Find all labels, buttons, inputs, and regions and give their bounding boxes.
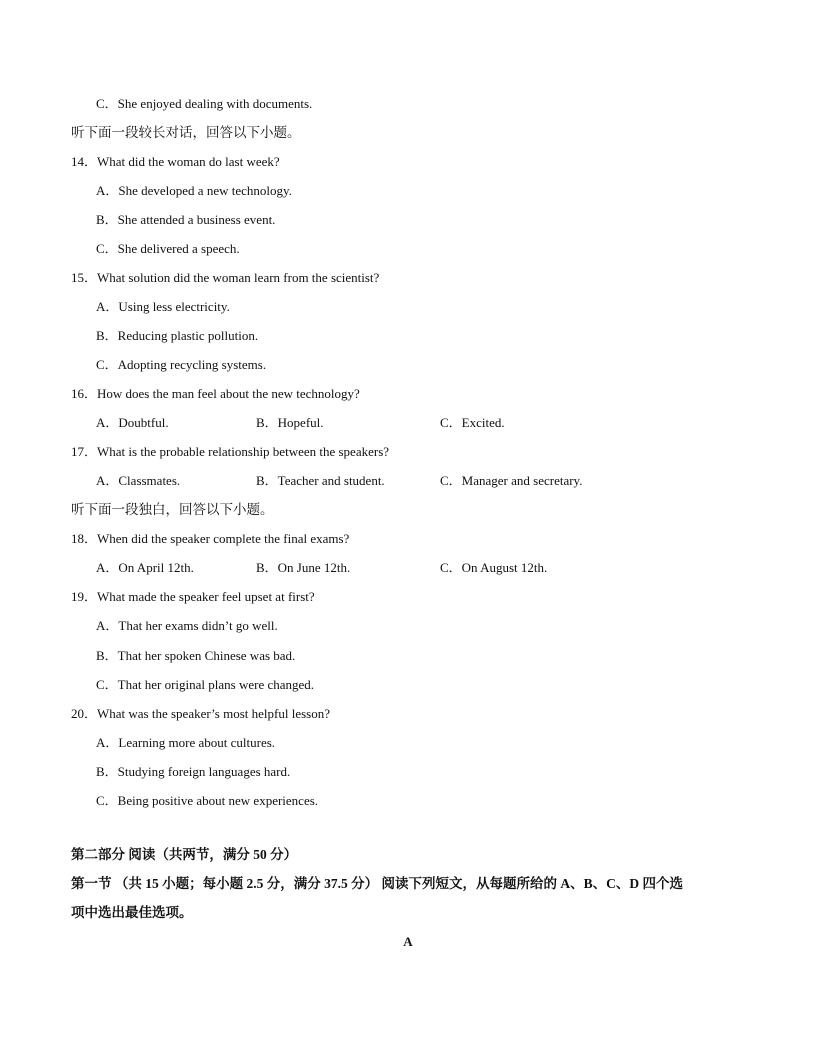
reading-section-heading: 第二部分 阅读（共两节，满分 50 分） [71,847,298,862]
q15-option-b: B．Reducing plastic pollution. [96,328,259,343]
q19-option-b: B．That her spoken Chinese was bad. [96,648,296,663]
q16-option-c: C．Excited. [440,415,505,430]
section-one-instruction-line1: 第一节 （共 15 小题；每小题 2.5 分，满分 37.5 分） 阅读下列短文，从每题所给的 A、B、C、D 四个选 [71,876,684,891]
q17-option-b: B．Teacher and student. [256,473,385,488]
q14-option-c: C．She delivered a speech. [96,241,240,256]
long-dialog-instruction: 听下面一段较长对话，回答以下小题。 [71,125,301,140]
q20-option-b: B．Studying foreign languages hard. [96,764,291,779]
q16-stem: 16．How does the man feel about the new technology? [71,386,360,401]
q15-stem: 15．What solution did the woman learn from the scientist? [71,270,380,285]
monologue-instruction: 听下面一段独白，回答以下小题。 [71,502,274,517]
q15-option-c: C．Adopting recycling systems. [96,357,267,372]
q18-option-a: A．On April 12th. [96,560,194,575]
q20-option-a: A．Learning more about cultures. [96,735,276,750]
q19-option-c: C．That her original plans were changed. [96,677,315,692]
q19-option-a: A．That her exams didn’t go well. [96,618,278,633]
q19-stem: 19．What made the speaker feel upset at first? [71,589,315,604]
q17-option-c: C．Manager and secretary. [440,473,583,488]
q15-option-a: A．Using less electricity. [96,299,230,314]
q17-stem: 17．What is the probable relationship between the speakers? [71,444,390,459]
passage-label: A [403,934,413,949]
q20-option-c: C．Being positive about new experiences. [96,793,319,808]
q13-option-c: C．She enjoyed dealing with documents. [96,96,313,111]
q14-option-a: A．She developed a new technology. [96,183,292,198]
q16-option-b: B．Hopeful. [256,415,324,430]
q18-option-c: C．On August 12th. [440,560,548,575]
q17-option-a: A．Classmates. [96,473,181,488]
q16-option-a: A．Doubtful. [96,415,169,430]
q20-stem: 20．What was the speaker’s most helpful lesson? [71,706,330,721]
q14-option-b: B．She attended a business event. [96,212,276,227]
q18-stem: 18．When did the speaker complete the final exams? [71,531,350,546]
q18-option-b: B．On June 12th. [256,560,351,575]
q14-stem: 14．What did the woman do last week? [71,154,280,169]
section-one-instruction-line2: 项中选出最佳选项。 [71,905,193,920]
